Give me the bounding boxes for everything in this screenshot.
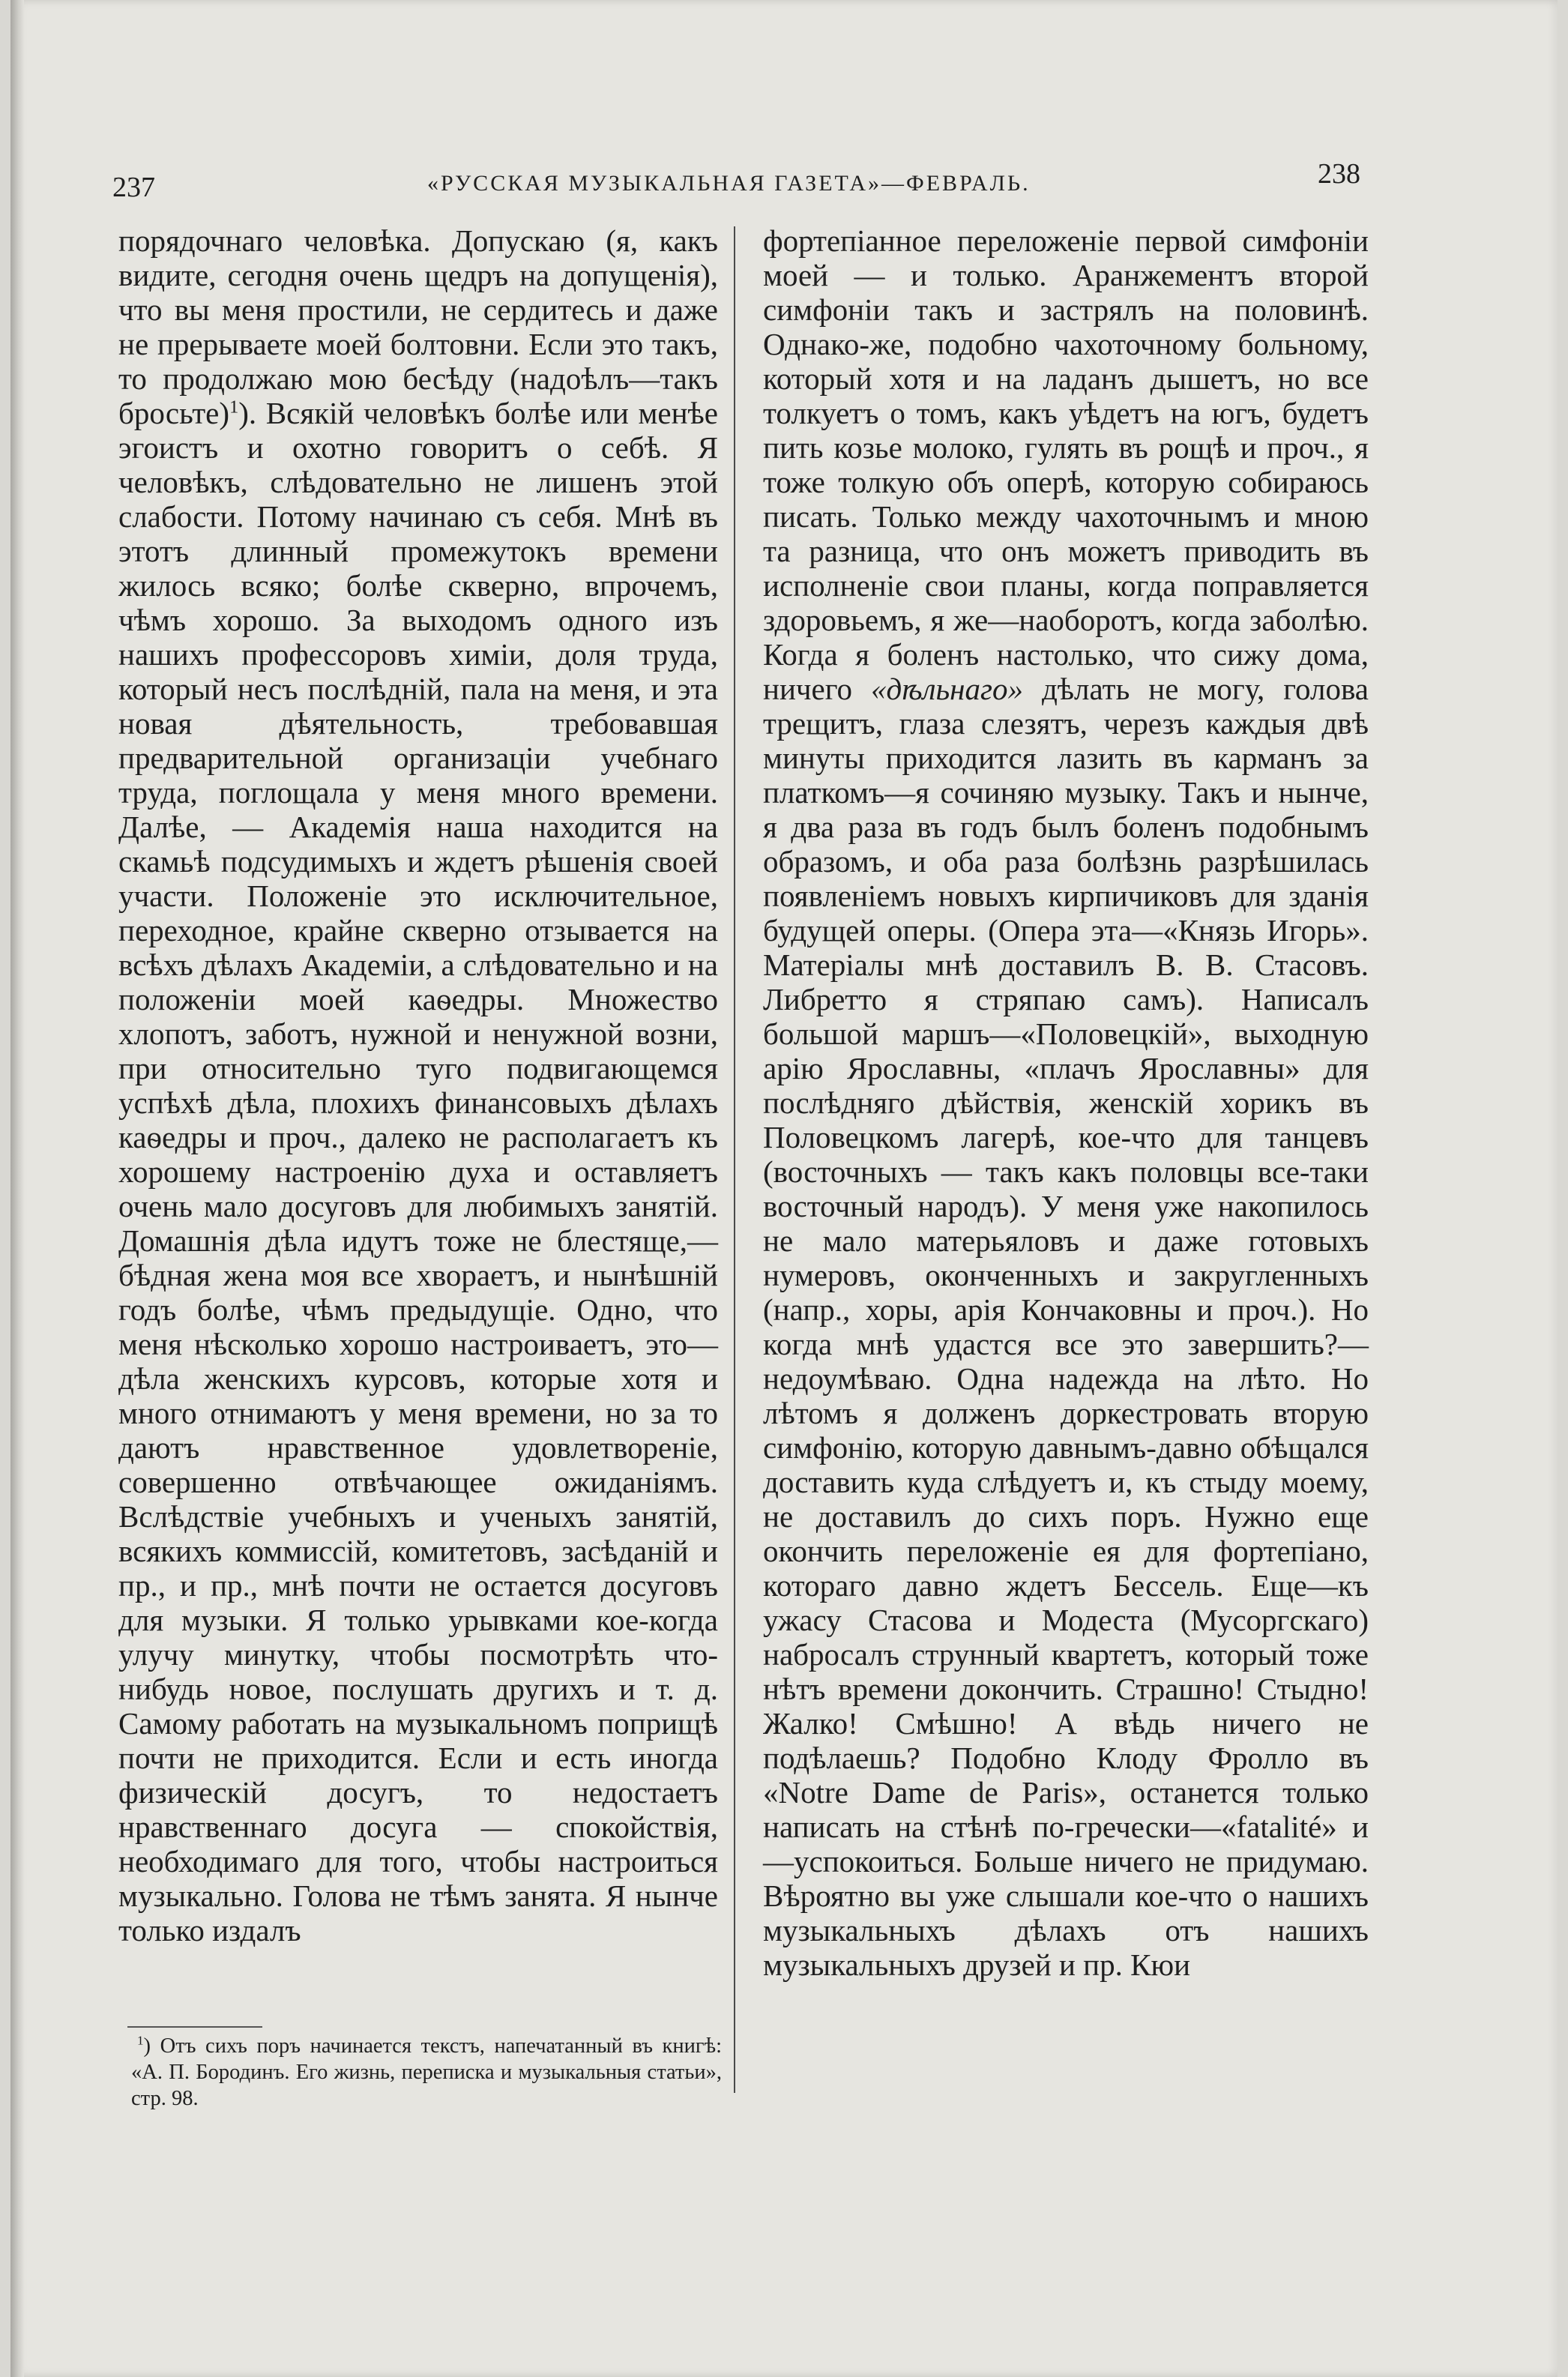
right-column-text-continued: дѣлать не могу, голова трещитъ, глаза слезятъ, черезъ каждыя двѣ минуты приходится лазить въ карманъ за платкомъ—я сочиняю музыку. Такъ и нынче, я два раза въ годъ былъ боленъ подобнымъ образомъ, и оба раза болѣзнь разрѣшилась появленіемъ новыхъ кирпичиковъ для зданія будущей оперы. (Опера эта—«Князь Игорь». Матеріалы мнѣ доставилъ В. В. Стасовъ. Либретто я стряпаю самъ). Написалъ большой маршъ—«Половецкій», выходную арію Ярославны, «плачъ Ярославны» для послѣдняго дѣйствія, женскій хорикъ въ Половецкомъ лагерѣ, кое-что для танцевъ (восточныхъ — такъ какъ половцы все-таки восточный народъ). У меня уже накопилось не мало матерьяловъ и даже готовыхъ нумеровъ, оконченныхъ и закругленныхъ (напр., хоры, арія Кончаковны и проч.). Но когда мнѣ удастся все это завершить?—недоумѣваю. Одна надежда на лѣто. Но лѣтомъ я долженъ доркестровать вторую симфонію, которую давнымъ-давно обѣщался доставить куда слѣдуетъ и, къ стыду моему, не доставилъ до сихъ поръ. Нужно еще окончить переложеніе ея для фортепіано, котораго давно ждетъ Бессель. Еще—къ ужасу Стасова и Модеста (Мусоргскаго) набросалъ струнный квартетъ, который тоже нѣтъ времени докончить. Страшно! Стыдно! Жалко! Смѣшно! А вѣдь ничего не подѣлаешь? Подобно Клоду Фролло въ «Notre Dame de Paris», останется только написать на стѣнѣ по-гречески—«fatalité» и—успокоиться. Больше ничего не придумаю. Вѣроятно вы уже слышали кое-что о нашихъ музыкальныхъ дѣлахъ отъ нашихъ музыкальныхъ друзей и пр. Кюи [763,672,1369,1982]
running-title: «РУССКАЯ МУЗЫКАЛЬНАЯ ГАЗЕТА»—ФЕВРАЛЬ. [427,171,1031,196]
right-column-text: фортепіанное переложеніе первой симфоніи моей — и только. Аранжементъ второй симфоніи такъ и застрялъ на половинѣ. Однако-же, подобно чахоточному больному, который хотя и на ладанъ дышетъ, но все толкуетъ о томъ, какъ уѣдетъ на югъ, будетъ пить козье молоко, гулять въ рощѣ и проч., я тоже толкую объ оперѣ, которую собираюсь писать. Только между чахоточнымъ и мною та разница, что онъ можетъ приводить въ исполненіе свои планы, когда поправляется здоровьемъ, я же—наоборотъ, когда заболѣю. Когда я боленъ настолько, что сижу дома, ничего [763,223,1369,706]
left-column-paragraph [118,223,718,1947]
footnote-marker: 1 [137,2033,144,2048]
footnote-paragraph [131,2033,722,2112]
footnote-reference: 1 [229,397,239,418]
right-column [763,223,1369,1982]
footnote-rule [127,2026,262,2028]
right-column-paragraph [763,223,1369,1982]
left-column-text: порядочнаго человѣка. Допускаю (я, какъ видите, сегодня очень щедръ на допущенія), что вы меня простили, не сердитесь и даже не прерываете моей болтовни. Если это такъ, то продолжаю мою бесѣду (надоѣлъ—такъ бросьте) [118,223,718,430]
page-number-right: 238 [1318,158,1360,190]
page-header [112,157,1360,202]
page-number-left: 237 [112,172,155,203]
footnote [131,2033,722,2112]
italic-word: «дѣльнаго» [870,672,1023,706]
footnote-text: ) Отъ сихъ поръ начинается текстъ, напечатанный въ книгѣ: «А. П. Бородинъ. Его жизнь, переписка и музыкальныя статьи», стр. 98. [131,2034,722,2110]
column-divider [734,226,735,2093]
page-left-edge-shadow [10,0,24,2377]
left-column [118,223,718,1947]
left-column-text-continued: ). Всякій человѣкъ болѣе или менѣе эгоистъ и охотно говоритъ о себѣ. Я человѣкъ, слѣдовательно не лишенъ этой слабости. Потому начинаю съ себя. Мнѣ въ этотъ длинный промежутокъ времени жилось всяко; болѣе скверно, впрочемъ, чѣмъ хорошо. За выходомъ одного изъ нашихъ профессоровъ химіи, доля труда, который несъ послѣдній, пала на меня, и эта новая дѣятельность, требовавшая предварительной организаціи учебнаго труда, поглощала у меня много времени. Далѣе, — Академія наша находится на скамьѣ подсудимыхъ и ждетъ рѣшенія своей участи. Положеніе это исключительное, переходное, крайне скверно отзывается на всѣхъ дѣлахъ Академіи, а слѣдовательно и на положеніи моей каѳедры. Множество хлопотъ, заботъ, нужной и ненужной возни, при относительно туго подвигающемся успѣхѣ дѣла, плохихъ финансовыхъ дѣлахъ каѳедры и проч., далеко не располагаетъ къ хорошему настроенію духа и оставляетъ очень мало досуговъ для любимыхъ занятій. Домашнія дѣла идутъ тоже не блестяще,—бѣдная жена моя все хвораетъ, и нынѣшній годъ болѣе, чѣмъ предыдущіе. Одно, что меня нѣсколько хорошо настроиваетъ, это—дѣла женскихъ курсовъ, которые хотя и много отнимаютъ у меня времени, но за то даютъ нравственное удовлетвореніе, совершенно отвѣчающее ожиданіямъ. Вслѣдствіе учебныхъ и ученыхъ занятій, всякихъ коммиссій, комитетовъ, засѣданій и пр., и пр., мнѣ почти не остается досуговъ для музыки. Я только урывками кое-когда улучу минутку, чтобы посмотрѣть что-нибудь новое, послушать другихъ и т. д. Самому работать на музыкальномъ поприщѣ почти не приходится. Если и есть иногда физическій досугъ, то недостаетъ нравственнаго досуга — спокойствія, необходимаго для того, чтобы настроиться музыкально. Голова не тѣмъ занята. Я нынче только издалъ [118,396,718,1947]
